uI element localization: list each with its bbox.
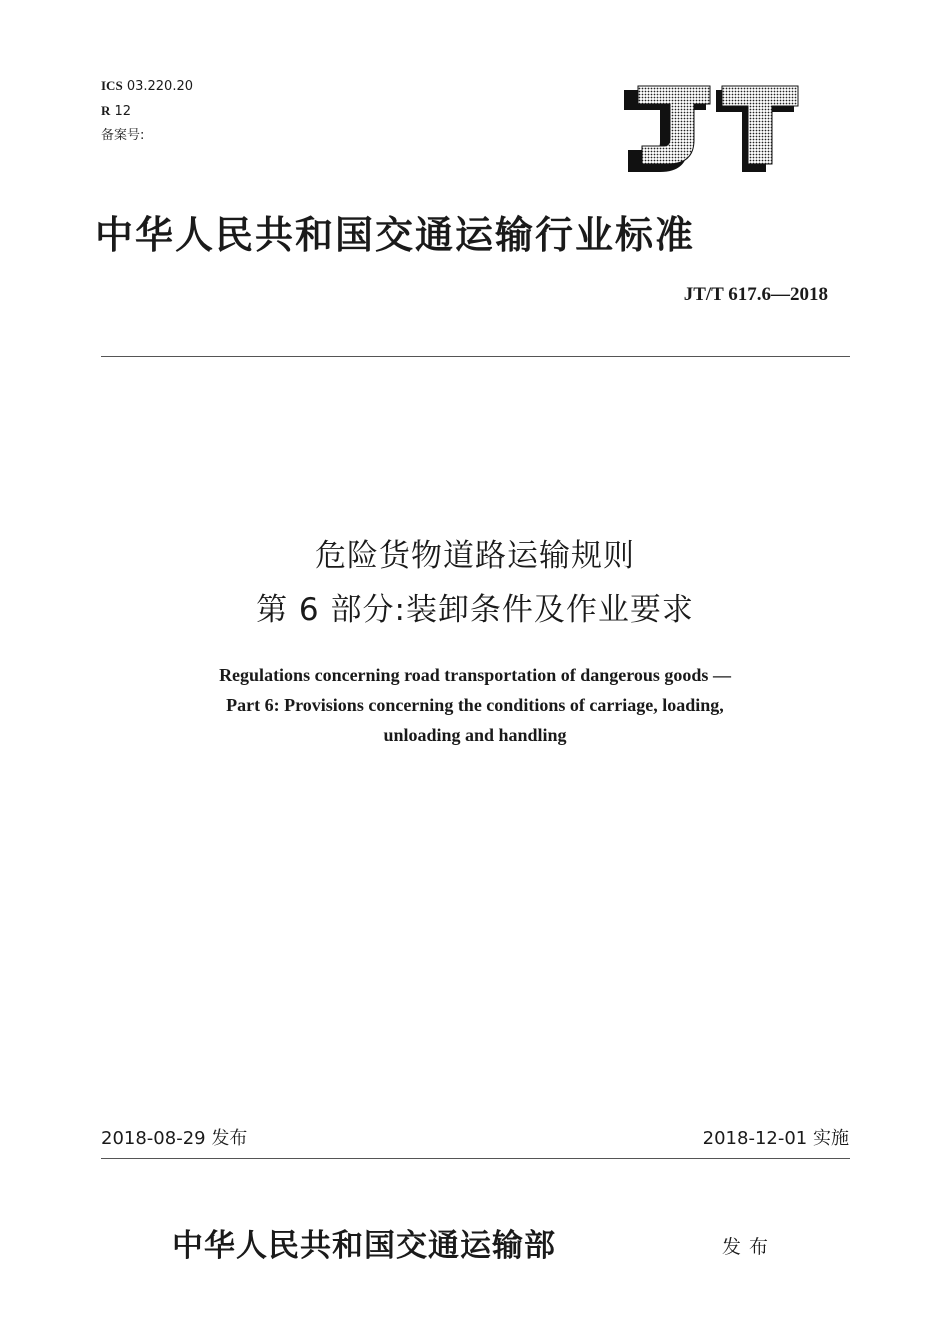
ics-label: ICS: [101, 78, 123, 93]
publish-label: 发布: [722, 1236, 777, 1258]
ics-value: 03.220.20: [126, 79, 193, 94]
issue-date: 2018-08-29 发布: [101, 1128, 248, 1149]
implementation-date: 2018-12-01 实施: [702, 1128, 849, 1149]
ics-line: [101, 74, 193, 99]
english-title-line-3: unloading and handling: [383, 725, 567, 745]
standard-code: JT/T 617.6—2018: [683, 284, 828, 305]
english-title-line-2: Part 6: Provisions concerning the conditions of carriage, loading,: [226, 695, 724, 715]
record-number-label: 备案号:: [101, 128, 145, 143]
chinese-title-line-1: 危险货物道路运输规则: [315, 538, 635, 574]
ccs-label: R: [101, 103, 111, 118]
jt-logo: [620, 84, 800, 174]
english-title: [0, 660, 950, 750]
top-divider: [101, 356, 850, 357]
bottom-divider: [101, 1158, 850, 1159]
publisher-name: 中华人民共和国交通运输部: [172, 1228, 556, 1264]
ccs-line: [101, 99, 193, 124]
english-title-line-1: Regulations concerning road transportation of dangerous goods —: [219, 665, 731, 685]
chinese-title-line-2: 第 6 部分:装卸条件及作业要求: [256, 592, 694, 628]
standard-category-title: 中华人民共和国交通运输行业标准: [95, 213, 696, 257]
ccs-value: 12: [114, 104, 132, 119]
classification-block: [101, 74, 193, 148]
